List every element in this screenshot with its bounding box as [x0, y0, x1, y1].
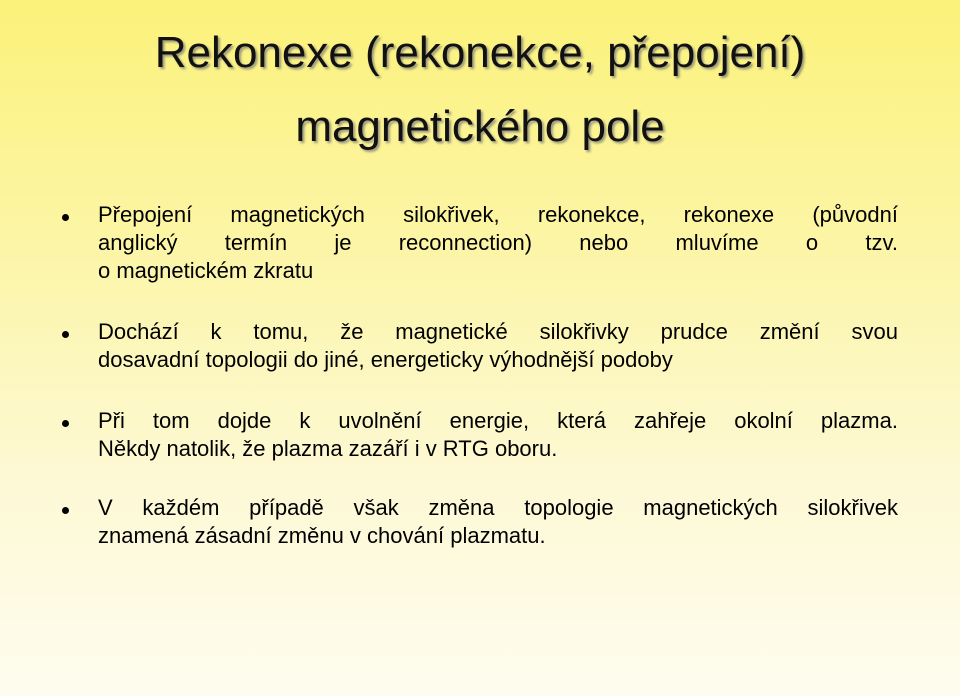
word: reconnection): [398, 230, 533, 255]
word: energie,: [449, 408, 530, 433]
word: prudce: [660, 319, 728, 344]
word: magnetických: [643, 495, 778, 520]
word: silokřivek,: [403, 202, 500, 227]
word: Dochází: [98, 319, 179, 344]
word: plazma.: [820, 408, 898, 433]
word: svou: [851, 319, 898, 344]
bullet-dot-icon: [62, 507, 69, 514]
word: která: [557, 408, 607, 433]
word: V: [98, 495, 113, 520]
word: okolní: [734, 408, 793, 433]
bullet-line: [98, 318, 898, 346]
bullet-line: [98, 201, 898, 229]
word: rekonekce,: [537, 202, 646, 227]
word: však: [353, 495, 399, 520]
bullet-line: [98, 229, 898, 257]
bullet-text: [98, 201, 898, 285]
word: každém: [142, 495, 220, 520]
bullet-line: [98, 407, 898, 435]
title-line-2: magnetického pole: [295, 102, 665, 151]
word: nebo: [579, 230, 629, 255]
bullet-line: Někdy natolik, že plazma zazáří i v RTG oboru.: [98, 436, 558, 461]
word: tomu,: [253, 319, 309, 344]
word: Přepojení: [98, 202, 193, 227]
bullet-line: dosavadní topologii do jiné, energeticky výhodnější podoby: [98, 347, 673, 372]
word: tom: [152, 408, 190, 433]
word: dojde: [217, 408, 272, 433]
word: Při: [98, 408, 125, 433]
bullet-dot-icon: [62, 214, 69, 221]
bullet-line: o magnetickém zkratu: [98, 258, 314, 283]
bullet-dot-icon: [62, 420, 69, 427]
word: uvolnění: [338, 408, 422, 433]
bullet-text: [98, 494, 898, 550]
word: tzv.: [865, 230, 898, 255]
word: že: [340, 319, 364, 344]
word: anglický: [98, 230, 178, 255]
word: (původní: [812, 202, 898, 227]
word: mluvíme: [675, 230, 759, 255]
word: k: [299, 408, 311, 433]
word: topologie: [524, 495, 614, 520]
word: případě: [249, 495, 324, 520]
title-line-1: Rekonexe (rekonekce, přepojení): [154, 28, 806, 77]
word: termín: [224, 230, 288, 255]
word: zahřeje: [634, 408, 707, 433]
word: změní: [759, 319, 820, 344]
word: silokřivky: [539, 319, 629, 344]
bullet-text: [98, 407, 898, 463]
word: magnetických: [230, 202, 365, 227]
word: změna: [428, 495, 495, 520]
word: je: [334, 230, 352, 255]
bullet-dot-icon: [62, 331, 69, 338]
bullet-line: [98, 494, 898, 522]
word: silokřivek: [807, 495, 898, 520]
word: rekonexe: [683, 202, 775, 227]
bullet-line: znamená zásadní změnu v chování plazmatu.: [98, 523, 546, 548]
bullet-text: [98, 318, 898, 374]
word: k: [210, 319, 222, 344]
word: magnetické: [395, 319, 508, 344]
word: o: [805, 230, 819, 255]
